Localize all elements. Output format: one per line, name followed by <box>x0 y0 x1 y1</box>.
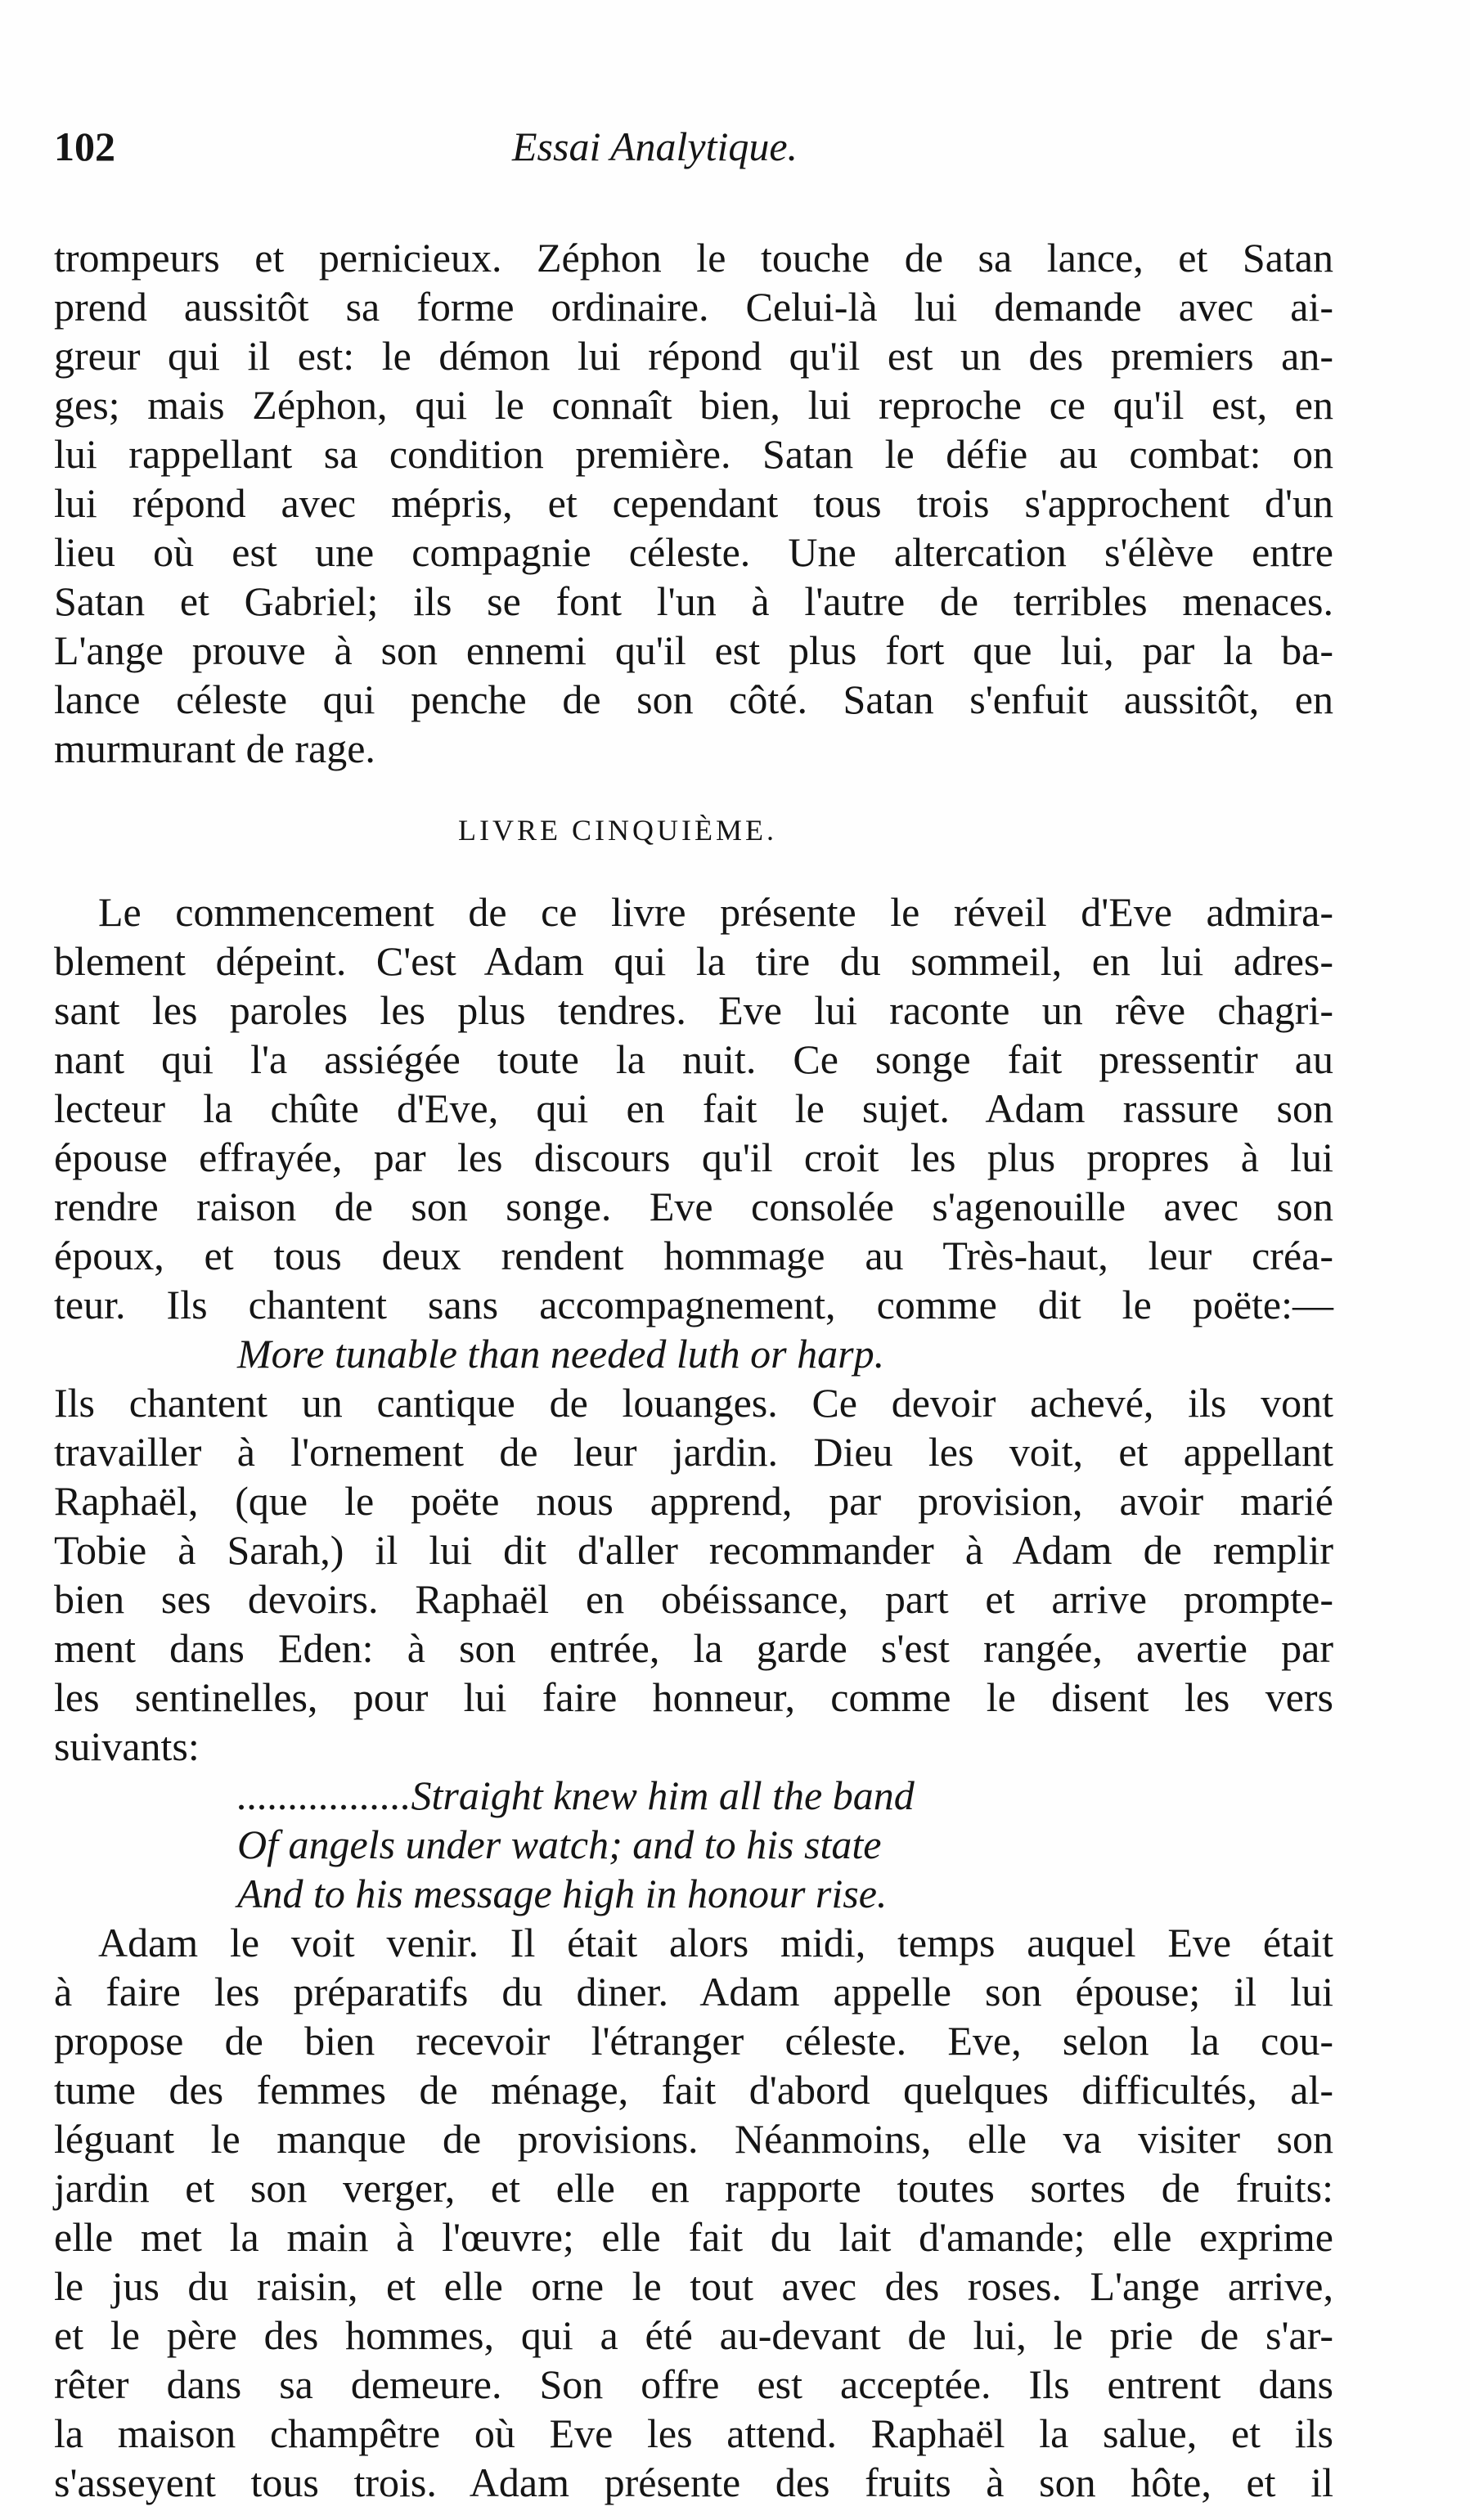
verse-quote: More tunable than needed luth or harp. <box>237 1331 885 1377</box>
text-line: travailler à l'ornement de leur jardin. Dieu les voit, et appellant <box>54 1429 1333 1475</box>
text-line: propose de bien recevoir l'étranger céleste. Eve, selon la cou- <box>54 2018 1333 2064</box>
text-line: lieu où est une compagnie céleste. Une altercation s'élève entre <box>54 529 1333 575</box>
section-title: LIVRE CINQUIÈME. <box>458 814 777 847</box>
text-line: Raphaël, (que le poëte nous apprend, par provision, avoir marié <box>54 1478 1333 1524</box>
text-line: lance céleste qui penche de son côté. Satan s'enfuit aussitôt, en <box>54 676 1333 722</box>
text-line: sant les paroles les plus tendres. Eve lui raconte un rêve chagri- <box>54 987 1333 1033</box>
text-line: rendre raison de son songe. Eve consolée s'agenouille avec son <box>54 1184 1333 1229</box>
text-line: à faire les préparatifs du diner. Adam appelle son épouse; il lui <box>54 1969 1333 2015</box>
verse-line: And to his message high in honour rise. <box>237 1871 888 1916</box>
text-line: Adam le voit venir. Il était alors midi, temps auquel Eve était <box>98 1920 1333 1965</box>
page-number: 102 <box>54 124 115 169</box>
text-line: elle met la main à l'œuvre; elle fait du lait d'amande; elle exprime <box>54 2214 1333 2260</box>
text-line: Satan et Gabriel; ils se font l'un à l'autre de terribles menaces. <box>54 578 1333 624</box>
text-line: Tobie à Sarah,) il lui dit d'aller recommander à Adam de remplir <box>54 1527 1333 1573</box>
running-title: Essai Analytique. <box>512 124 798 169</box>
text-line: époux, et tous deux rendent hommage au Très-haut, leur créa- <box>54 1233 1333 1278</box>
text-line: lui répond avec mépris, et cependant tous trois s'approchent d'un <box>54 480 1333 526</box>
text-line: Le commencement de ce livre présente le réveil d'Eve admira- <box>98 889 1333 935</box>
text-line: les sentinelles, pour lui faire honneur, comme le disent les vers <box>54 1674 1333 1720</box>
text-line: tume des femmes de ménage, fait d'abord quelques difficultés, al- <box>54 2067 1333 2113</box>
page-header <box>54 123 1363 172</box>
text-line: jardin et son verger, et elle en rapporte toutes sortes de fruits: <box>54 2165 1333 2211</box>
text-line: nant qui l'a assiégée toute la nuit. Ce songe fait pressentir au <box>54 1036 1333 1082</box>
text-line: trompeurs et pernicieux. Zéphon le touche de sa lance, et Satan <box>54 235 1333 281</box>
text-line: suivants: <box>54 1723 200 1769</box>
text-line: léguant le manque de provisions. Néanmoins, elle va visiter son <box>54 2116 1333 2162</box>
text-line: la maison champêtre où Eve les attend. Raphaël la salue, et ils <box>54 2410 1333 2456</box>
text-line: rêter dans sa demeure. Son offre est acceptée. Ils entrent dans <box>54 2361 1333 2407</box>
text-line: L'ange prouve à son ennemi qu'il est plus fort que lui, par la ba- <box>54 627 1333 673</box>
verse-line: .................Straight knew him all the band <box>237 1772 915 1818</box>
text-line: teur. Ils chantent sans accompagnement, comme dit le poëte:— <box>54 1282 1333 1327</box>
text-line: et le père des hommes, qui a été au-devant de lui, le prie de s'ar- <box>54 2312 1333 2358</box>
text-line: prend aussitôt sa forme ordinaire. Celui-là lui demande avec ai- <box>54 284 1333 330</box>
text-line: blement dépeint. C'est Adam qui la tire du sommeil, en lui adres- <box>54 938 1333 984</box>
text-line: lui rappellant sa condition première. Satan le défie au combat: on <box>54 431 1333 477</box>
text-line: ment dans Eden: à son entrée, la garde s'est rangée, avertie par <box>54 1625 1333 1671</box>
text-line: Ils chantent un cantique de louanges. Ce devoir achevé, ils vont <box>54 1380 1333 1426</box>
verse-line: Of angels under watch; and to his state <box>237 1821 882 1867</box>
text-line: le jus du raisin, et elle orne le tout avec des roses. L'ange arrive, <box>54 2263 1333 2309</box>
text-line: ges; mais Zéphon, qui le connaît bien, lui reproche ce qu'il est, en <box>54 382 1333 428</box>
text-line: s'asseyent tous trois. Adam présente des fruits à son hôte, et il <box>54 2459 1333 2505</box>
text-line: murmurant de rage. <box>54 725 375 771</box>
text-line: épouse effrayée, par les discours qu'il croit les plus propres à lui <box>54 1134 1333 1180</box>
text-line: lecteur la chûte d'Eve, qui en fait le sujet. Adam rassure son <box>54 1085 1333 1131</box>
text-line: bien ses devoirs. Raphaël en obéissance, part et arrive prompte- <box>54 1576 1333 1622</box>
text-line: greur qui il est: le démon lui répond qu'il est un des premiers an- <box>54 333 1333 379</box>
